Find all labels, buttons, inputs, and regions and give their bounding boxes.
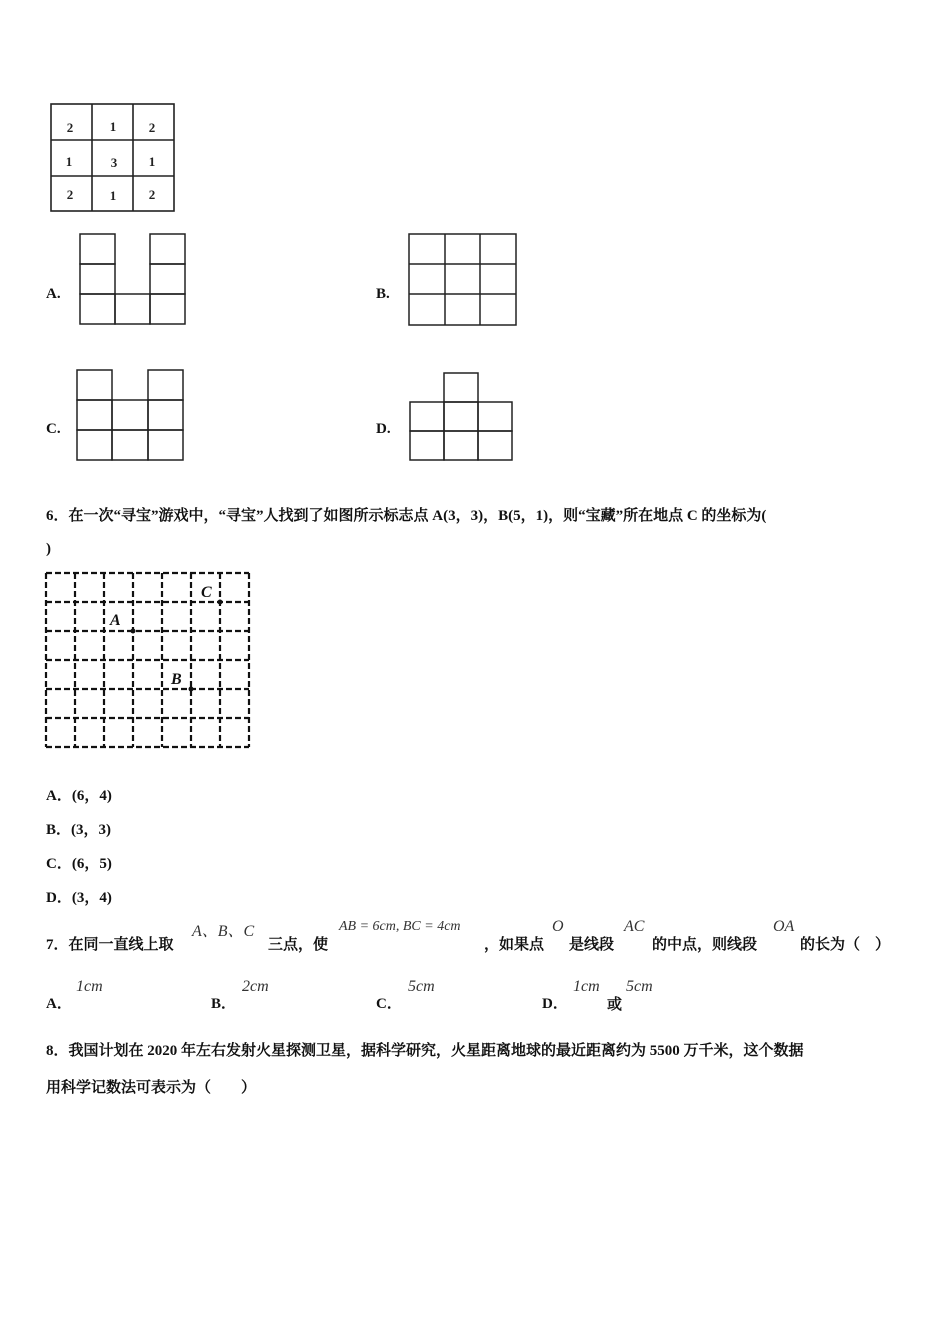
- option-b-label: B.: [376, 286, 390, 302]
- q7-math-lengths: AB = 6cm, BC = 4cm: [339, 919, 461, 934]
- grid-cell-r1c2: 1: [109, 119, 117, 134]
- q6-option-c-label: C．: [46, 856, 72, 872]
- q7-part6: 的长为（ ）: [800, 937, 891, 953]
- option-a-label: A.: [46, 286, 61, 302]
- q6-option-b-label: B．: [46, 822, 72, 838]
- q7-option-d-joiner: 或: [607, 997, 623, 1013]
- grid-cell-r1c3: 2: [148, 120, 156, 135]
- q7-option-a-label: A．: [46, 996, 72, 1012]
- grid-cell-r3c1: 2: [66, 187, 74, 202]
- grid-cell-r2c2: 3: [110, 155, 118, 170]
- option-a-figure: [78, 232, 190, 326]
- grid-cell-r3c3: 2: [148, 187, 156, 202]
- q6-option-d: [46, 886, 112, 907]
- q7-math-ac: AC: [624, 918, 645, 935]
- point-a-marker: [131, 629, 136, 634]
- point-a-label: A: [110, 612, 121, 629]
- option-d-label: D.: [376, 421, 391, 437]
- grid-cell-r3c2: 1: [109, 188, 117, 203]
- q7-part2: 三点，使: [268, 937, 329, 953]
- option-c-label: C.: [46, 421, 61, 437]
- q6-option-a: [46, 784, 112, 805]
- q7-option-d-value: 1cm: [573, 978, 600, 995]
- q6-option-c: [46, 852, 112, 873]
- q7-part3: ，如果点: [484, 937, 545, 953]
- number-grid-figure: [48, 101, 178, 215]
- q7-option-a-value: 1cm: [76, 978, 103, 995]
- q8-line1: 8．我国计划在 2020 年左右发射火星探测卫星，据科学研究，火星距离地球的最近距离约为 5500 万千米，这个数据: [46, 1043, 804, 1059]
- q8-line2: 用科学记数法可表示为（ ）: [46, 1080, 257, 1096]
- q6-option-b-value: (3，3): [71, 822, 112, 838]
- point-c-marker: [218, 600, 223, 605]
- q7-math-points: A、B、C: [192, 923, 255, 940]
- q7-option-d-value2: 5cm: [626, 978, 653, 995]
- q7-part4: 是线段: [569, 937, 615, 953]
- grid-cell-r2c1: 1: [65, 154, 73, 169]
- point-c-label: C: [201, 584, 212, 601]
- option-b-figure: [407, 232, 519, 328]
- q7-option-b-label: B．: [211, 996, 237, 1012]
- q6-option-d-value: (3，4): [71, 890, 112, 906]
- point-b-label: B: [171, 671, 182, 688]
- option-d-figure: [408, 371, 516, 463]
- q7-math-o: O: [552, 918, 564, 935]
- point-b-marker: [189, 687, 194, 692]
- q6-option-d-label: D．: [46, 890, 72, 906]
- grid-cell-r2c3: 1: [148, 154, 156, 169]
- q7-option-d-label: D．: [542, 996, 568, 1012]
- q6-option-b: [46, 818, 111, 839]
- option-c-figure: [75, 368, 187, 463]
- q6-option-c-value: (6，5): [71, 856, 112, 872]
- q7-option-b-value: 2cm: [242, 978, 269, 995]
- q6-text-end: ): [46, 541, 51, 557]
- q6-option-a-value: (6，4): [71, 788, 112, 804]
- q6-option-a-label: A．: [46, 788, 72, 804]
- q7-part5: 的中点，则线段: [652, 937, 758, 953]
- grid-cell-r1c1: 2: [66, 120, 74, 135]
- q7-option-c-value: 5cm: [408, 978, 435, 995]
- q7-part1: 7．在同一直线上取: [46, 937, 174, 953]
- q7-math-oa: OA: [773, 918, 795, 935]
- q6-dashed-grid-figure: [44, 571, 252, 751]
- q7-option-c-label: C．: [376, 996, 402, 1012]
- q6-text: 6．在一次“寻宝”游戏中，“寻宝”人找到了如图所示标志点 A(3，3)，B(5，1)，则“宝藏”所在地点 C 的坐标为(: [46, 508, 767, 524]
